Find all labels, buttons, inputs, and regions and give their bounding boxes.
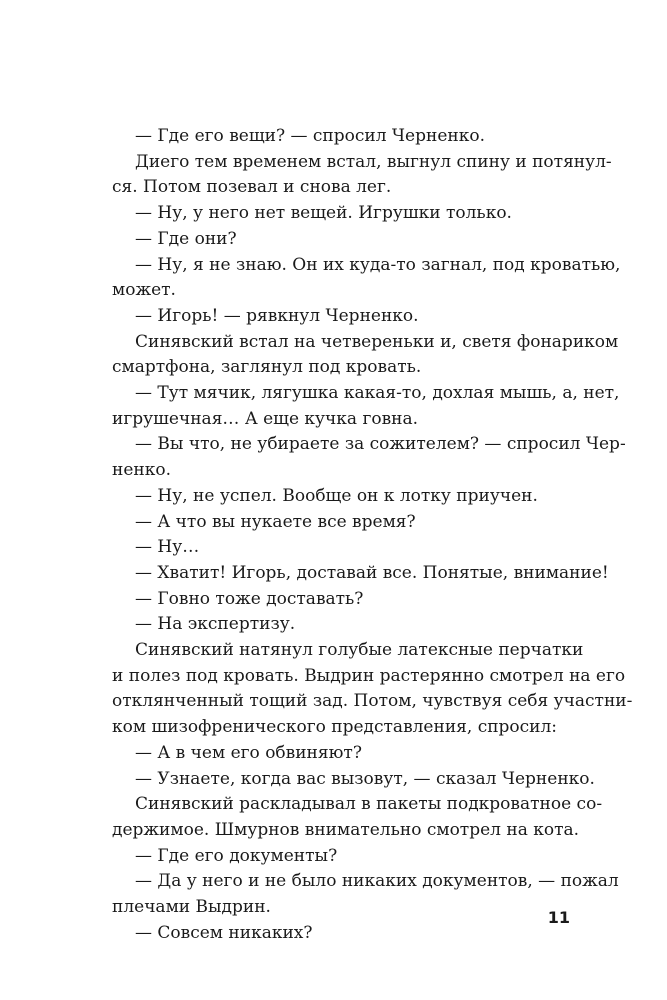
text-line: — Тут мячик, лягушка какая-то, дохлая мышь, а, нет, [135,383,620,404]
paragraph [112,150,612,201]
text-line: — Говно тоже доставать? [135,588,364,609]
paragraph [112,587,568,613]
text-line: Синявский натянул голубые латексные перчатки [135,640,584,661]
paragraph [112,767,595,793]
paragraph [112,792,603,843]
text-line: — Вы что, не убираете за сожителем? — спросил Чер- [135,434,626,455]
text-line: плечами Выдрин. [112,897,271,918]
paragraph [112,253,621,304]
text-line: — На экспертизу. [135,614,296,635]
text-line: Синявский встал на четвереньки и, светя фонариком [135,331,619,352]
paragraph [112,844,568,870]
paragraph [112,535,568,561]
text-line: игрушечная… А еще кучка говна. [112,408,419,429]
paragraph [112,638,633,741]
body-text [112,124,633,947]
page-number: 11 [547,908,570,927]
text-line: смартфона, заглянул под кровать. [112,357,422,378]
text-line: Диего тем временем встал, выгнул спину и потянул- [135,151,612,172]
text-line: — Ну, я не знаю. Он их куда-то загнал, под кроватью, [135,254,621,275]
text-line: Синявский раскладывал в пакеты подкроватное со- [135,794,603,815]
paragraph [112,612,568,638]
text-line: ся. Потом позевал и снова лег. [112,177,392,198]
text-line: — Узнаете, когда вас вызовут, — сказал Черненко. [135,768,595,789]
text-line: — Хватит! Игорь, доставай все. Понятые, внимание! [135,562,609,583]
text-line: отклянченный тощий зад. Потом, чувствуя себя участни- [112,691,633,712]
text-line: — А что вы нукаете все время? [135,511,416,532]
text-line: держимое. Шмурнов внимательно смотрел на кота. [112,819,580,840]
paragraph [112,124,568,150]
paragraph [112,330,619,381]
paragraph [112,227,568,253]
paragraph [112,201,568,227]
text-line: — А в чем его обвиняют? [135,742,362,763]
text-line: — Ну, не успел. Вообще он к лотку приучен. [135,485,538,506]
paragraph [112,484,568,510]
paragraph [112,869,619,920]
text-line: — Игорь! — рявкнул Черненко. [135,305,419,326]
paragraph [112,561,609,587]
text-line: — Ну, у него нет вещей. Игрушки только. [135,203,512,224]
text-line: — Где они? [135,228,237,249]
text-line: — Ну… [135,537,200,558]
text-line: — Где его вещи? — спросил Черненко. [135,126,485,146]
paragraph [112,432,626,483]
text-line: может. [112,280,176,301]
text-line: и полез под кровать. Выдрин растерянно смотрел на его [112,665,626,686]
text-line: — Где его документы? [135,845,338,866]
paragraph [112,304,568,330]
text-line: — Совсем никаких? [135,922,313,943]
paragraph [112,510,568,536]
text-line: ком шизофренического представления, спросил: [112,717,558,738]
paragraph [112,741,568,767]
paragraph [112,381,620,432]
text-line: — Да у него и не было никаких документов, — пожал [135,871,619,892]
text-line: ненко. [112,460,171,481]
paragraph [112,921,568,947]
